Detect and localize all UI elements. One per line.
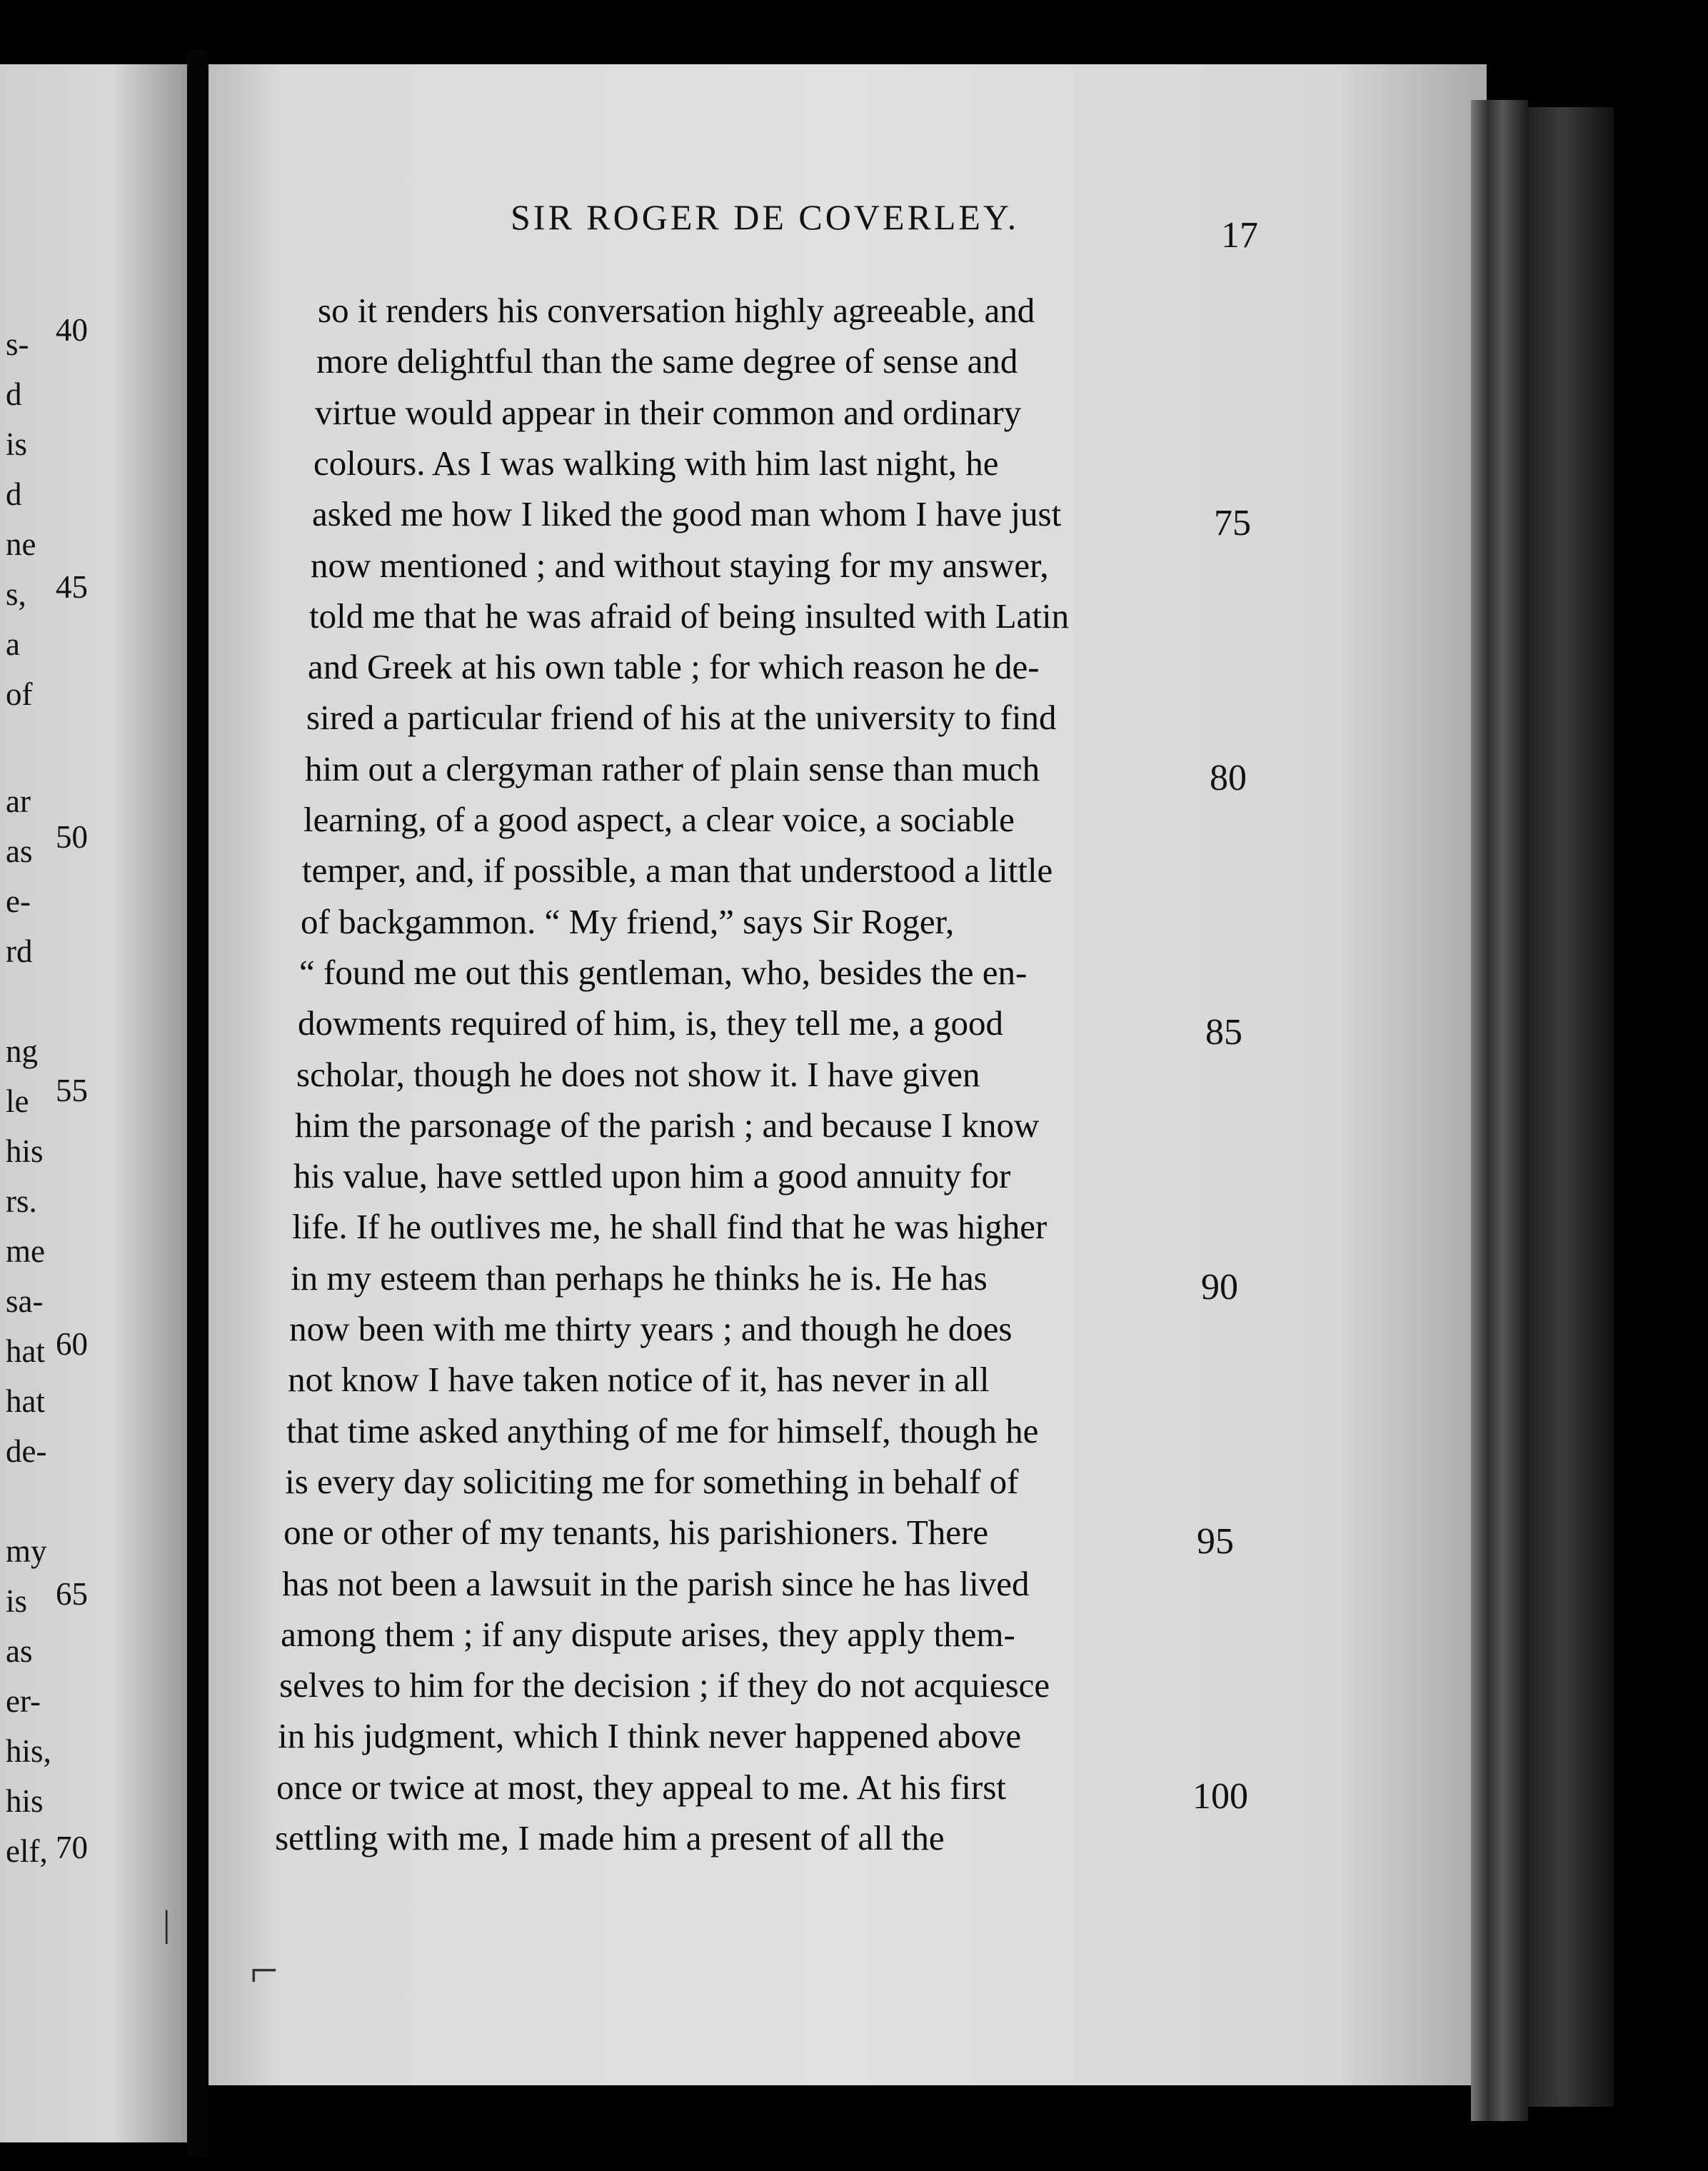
left-page-line-number: 55: [56, 1073, 88, 1108]
text-line: him out a clergyman rather of plain sense than much: [305, 748, 1040, 788]
text-line: now mentioned ; and without staying for my answer,: [311, 545, 1049, 585]
text-line: that time asked anything of me for himself, though he: [286, 1410, 1039, 1450]
text-line: so it renders his conversation highly agreeable, and: [318, 291, 1035, 330]
left-page-word-fragment: de-: [6, 1433, 47, 1469]
text-line: in my esteem than perhaps he thinks he is. He has: [291, 1258, 988, 1298]
text-line: selves to him for the decision ; if they do not acquiesce: [279, 1665, 1050, 1705]
text-line: and Greek at his own table ; for which reason he de-: [308, 647, 1040, 687]
left-page-word-fragment: my: [6, 1533, 47, 1569]
left-page-line-number: 40: [56, 312, 88, 348]
left-page-line-number: 65: [56, 1576, 88, 1612]
text-line: now been with me thirty years ; and though he does: [289, 1309, 1013, 1348]
left-page-word-fragment: d: [6, 476, 22, 512]
left-page-word-fragment: me: [6, 1233, 45, 1269]
text-line: one or other of my tenants, his parishioners. There: [283, 1513, 989, 1553]
text-line: settling with me, I made him a present of all the: [275, 1818, 945, 1857]
left-page-word-fragment: as: [6, 833, 33, 869]
left-page-word-fragment: his: [6, 1133, 44, 1169]
text-line: is every day soliciting me for something in behalf of: [285, 1461, 1019, 1501]
text-line: asked me how I liked the good man whom I have just: [312, 494, 1062, 534]
line-number: 100: [1192, 1775, 1248, 1817]
text-line: temper, and, if possible, a man that understood a little: [302, 851, 1053, 891]
text-line: colours. As I was walking with him last night, he: [313, 443, 999, 483]
text-line: not know I have taken notice of it, has never in all: [288, 1360, 990, 1400]
line-number: 95: [1197, 1521, 1234, 1563]
text-line: among them ; if any dispute arises, they apply them-: [281, 1614, 1015, 1654]
left-page-line-number: 70: [56, 1830, 88, 1865]
left-page-word-fragment: hat: [6, 1383, 45, 1419]
book-cover-edge: [1528, 107, 1614, 2107]
text-line: sired a particular friend of his at the university to find: [306, 698, 1057, 738]
line-number: 85: [1205, 1012, 1242, 1053]
left-page-word-fragment: s-: [6, 326, 29, 362]
text-line: of backgammon. “ My friend,” says Sir Roger,: [301, 901, 955, 941]
pencil-mark: ⌐: [250, 1943, 278, 1998]
left-page-word-fragment: elf,: [6, 1833, 48, 1869]
text-line: once or twice at most, they appeal to me. At his first: [276, 1767, 1007, 1807]
pencil-mark: |: [163, 1904, 171, 1945]
left-page-line-number: 60: [56, 1326, 88, 1362]
left-page-word-fragment: is: [6, 426, 28, 462]
text-line: more delightful than the same degree of sense and: [316, 341, 1018, 381]
line-number: 75: [1214, 503, 1251, 544]
running-head: SIR ROGER DE COVERLEY.: [511, 197, 1020, 237]
left-page-word-fragment: of: [6, 676, 33, 712]
left-page-word-fragment: his,: [6, 1733, 51, 1769]
left-page-word-fragment: is: [6, 1583, 28, 1619]
left-page-word-fragment: ar: [6, 783, 31, 819]
left-page-word-fragment: his: [6, 1783, 44, 1819]
text-line: “ found me out this gentleman, who, besides the en-: [299, 952, 1028, 992]
text-line: has not been a lawsuit in the parish since he has lived: [282, 1563, 1030, 1603]
line-number: 80: [1210, 757, 1247, 798]
left-page-word-fragment: hat: [6, 1333, 45, 1369]
line-number: 90: [1201, 1266, 1238, 1308]
left-page-word-fragment: rs.: [6, 1183, 37, 1219]
left-page-word-fragment: ng: [6, 1033, 38, 1069]
text-line: learning, of a good aspect, a clear voice, a sociable: [303, 800, 1015, 839]
left-page-line-number: 50: [56, 819, 88, 855]
left-page-word-fragment: sa-: [6, 1283, 44, 1319]
text-line: dowments required of him, is, they tell me, a good: [298, 1003, 1004, 1043]
book-gutter: [187, 50, 209, 2157]
left-page-word-fragment: s,: [6, 576, 26, 612]
text-line: virtue would appear in their common and ordinary: [315, 392, 1022, 432]
text-line: scholar, though he does not show it. I have given: [296, 1054, 980, 1094]
left-page-word-fragment: as: [6, 1633, 33, 1669]
left-page-word-fragment: e-: [6, 883, 31, 919]
text-line: told me that he was afraid of being insulted with Latin: [309, 596, 1070, 636]
text-line: in his judgment, which I think never happened above: [278, 1716, 1022, 1756]
text-line: his value, have settled upon him a good annuity for: [293, 1156, 1011, 1196]
left-page-word-fragment: le: [6, 1083, 29, 1119]
left-page-word-fragment: a: [6, 626, 20, 662]
text-line: him the parsonage of the parish ; and because I know: [295, 1105, 1040, 1145]
text-line: life. If he outlives me, he shall find that he was higher: [292, 1207, 1048, 1247]
left-page-word-fragment: rd: [6, 933, 33, 969]
left-page-line-number: 45: [56, 569, 88, 605]
left-page-word-fragment: ne: [6, 526, 36, 562]
page-edge: [1471, 100, 1528, 2121]
page-number: 17: [1221, 215, 1258, 256]
left-page-word-fragment: er-: [6, 1683, 41, 1719]
left-page-word-fragment: d: [6, 376, 22, 412]
